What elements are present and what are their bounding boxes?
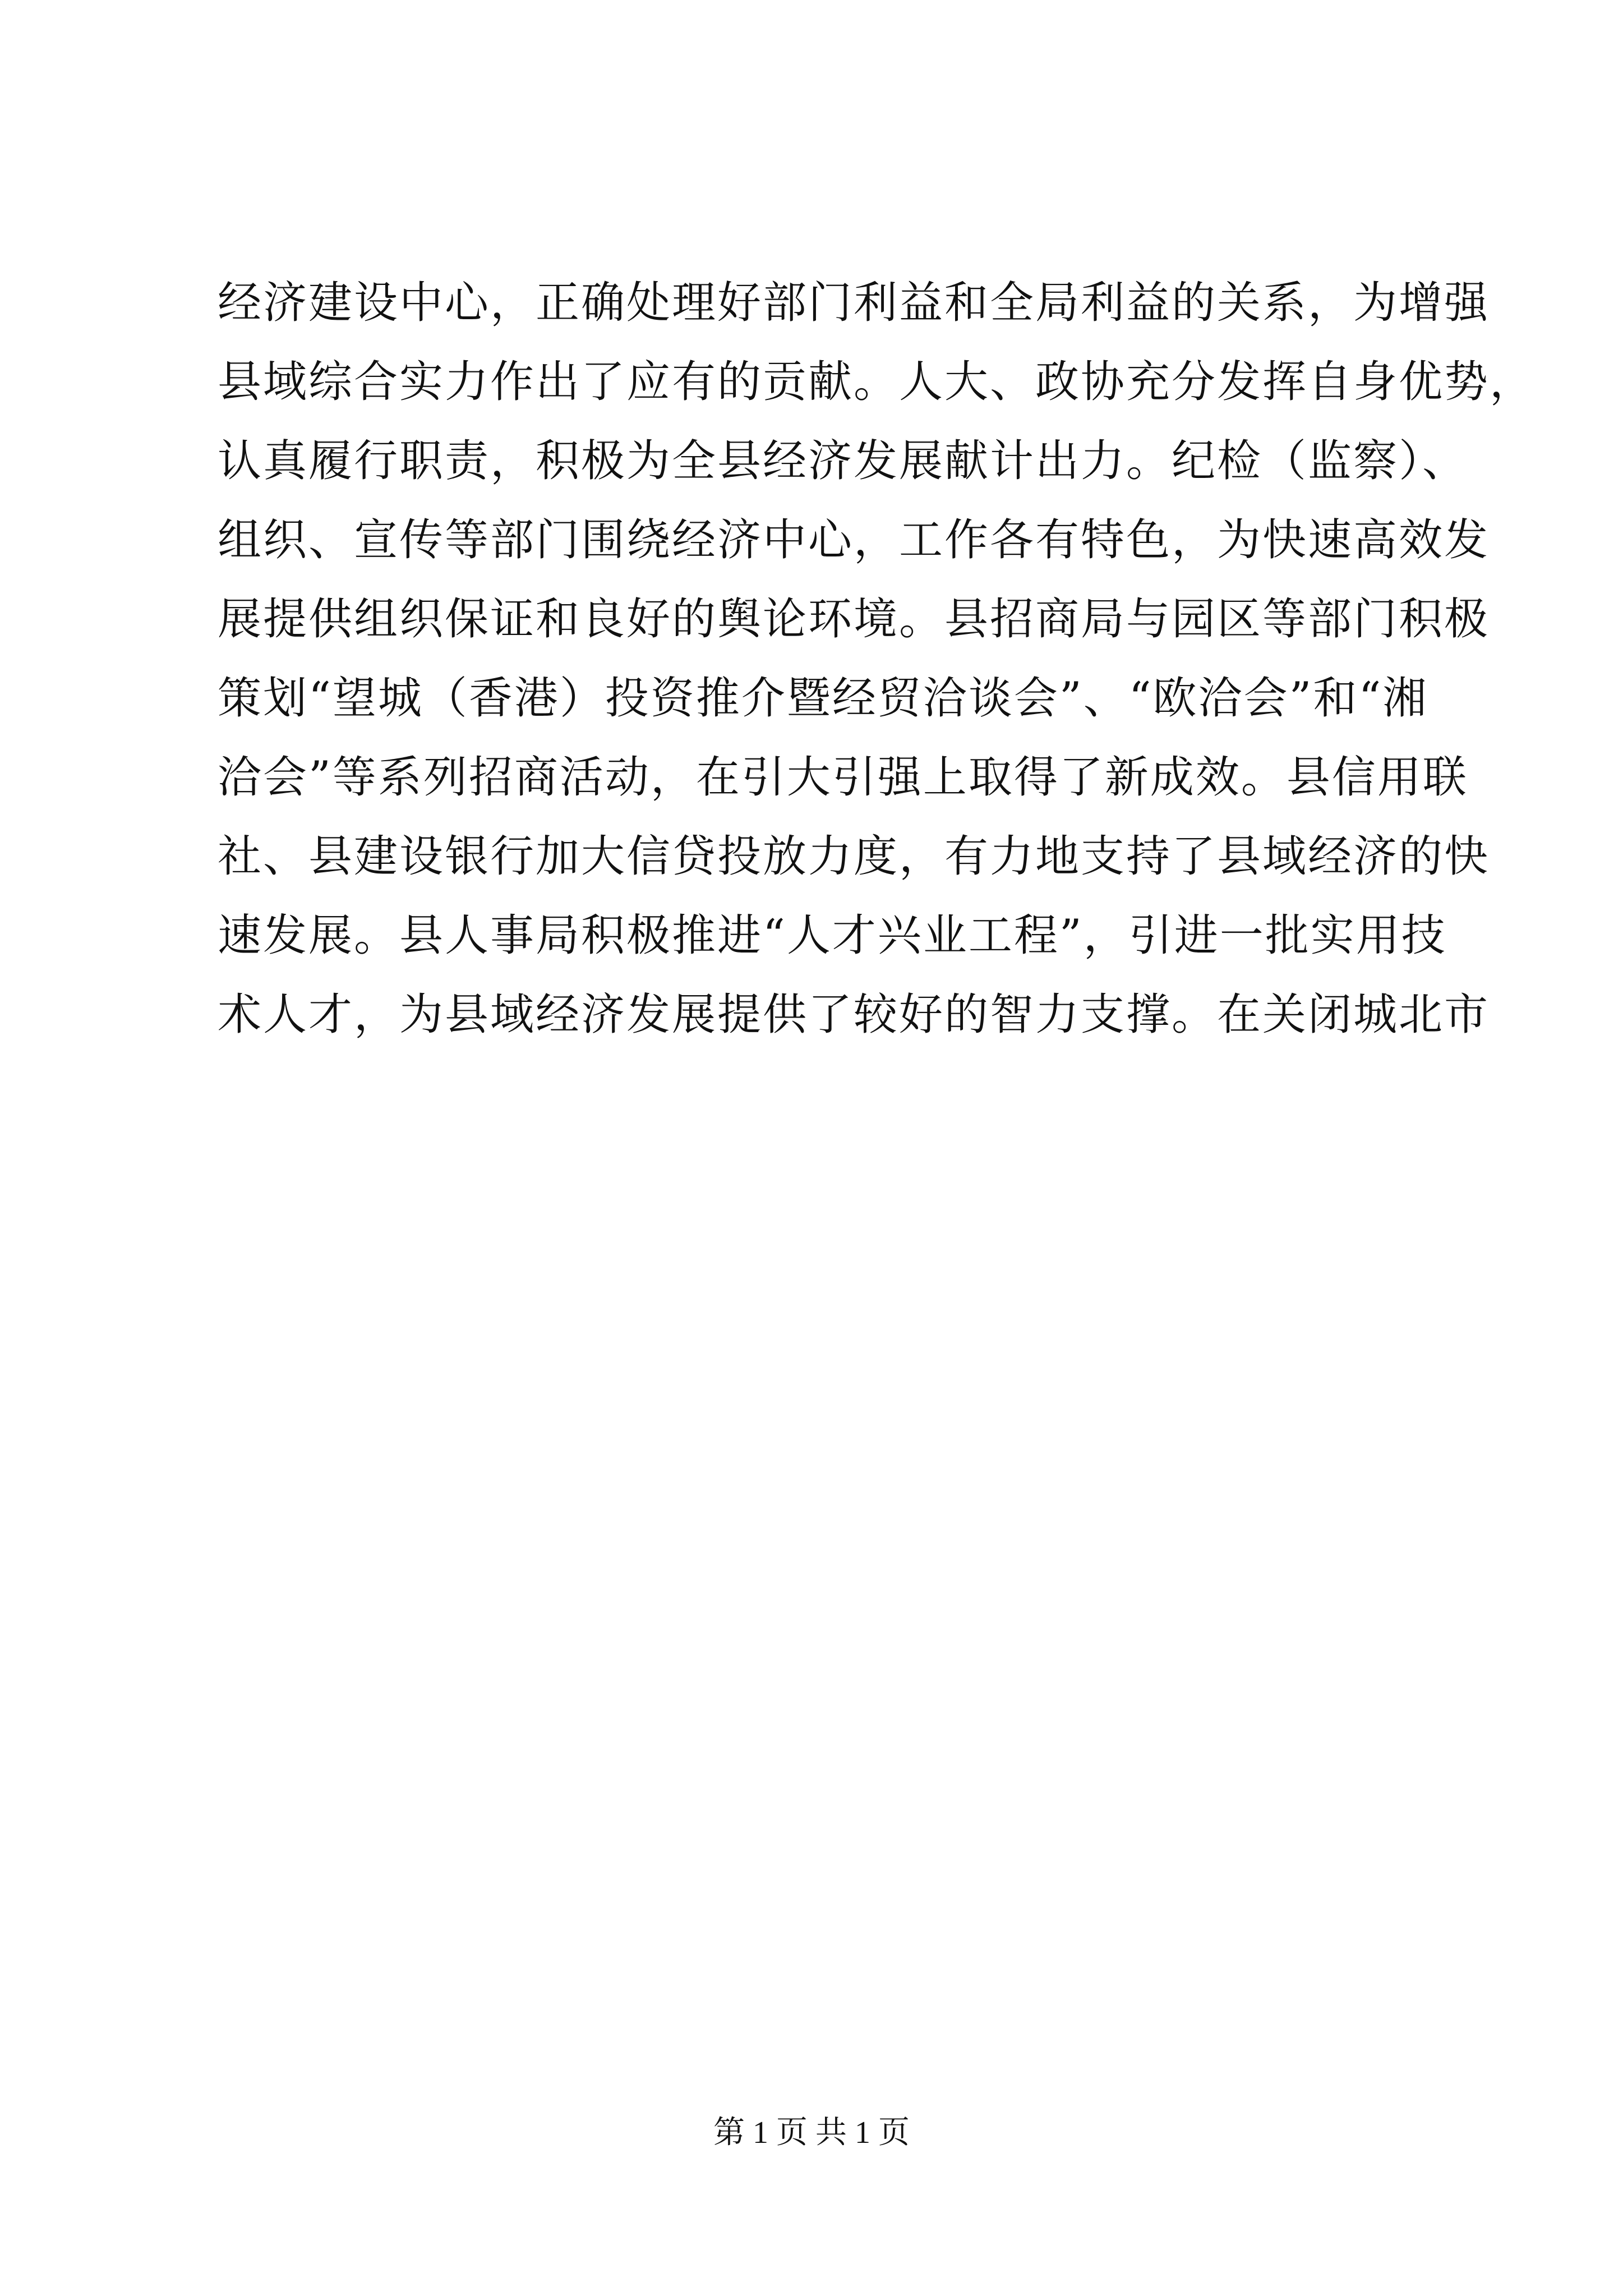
- text-line-4: 组织、宣传等部门围绕经济中心，工作各有特色，为快速高效发: [218, 515, 1490, 565]
- text-line-3: 认真履行职责，积极为全县经济发展献计出力。纪检（监察）、: [218, 436, 1468, 486]
- text-line-1: 经济建设中心，正确处理好部门利益和全局利益的关系，为增强: [218, 278, 1490, 328]
- text-line-10: 术人才，为县域经济发展提供了较好的智力支撑。在关闭城北市: [218, 990, 1490, 1040]
- text-line-5: 展提供组织保证和良好的舆论环境。县招商局与园区等部门积极: [218, 594, 1490, 645]
- text-line-2: 县域综合实力作出了应有的贡献。人大、政协充分发挥自身优势，: [218, 357, 1536, 407]
- text-line-9: 速发展。县人事局积极推进“人才兴业工程”，引进一批实用技: [218, 910, 1447, 961]
- text-line-6: 策划“望城（香港）投资推介暨经贸洽谈会”、“欧洽会”和“湘: [218, 673, 1428, 724]
- body-text: [218, 264, 1536, 1055]
- text-line-8: 社、县建设银行加大信贷投放力度，有力地支持了县域经济的快: [218, 831, 1490, 882]
- text-line-7: 洽会”等系列招商活动，在引大引强上取得了新成效。县信用联: [218, 752, 1468, 803]
- page-footer: 第 1 页 共 1 页: [713, 2115, 910, 2150]
